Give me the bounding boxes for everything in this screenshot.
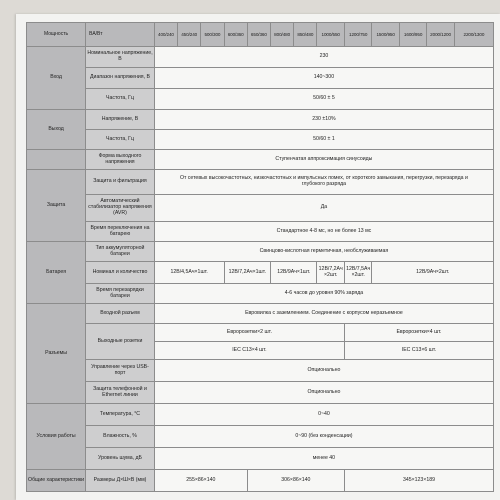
param-value: 50/60 ± 1	[154, 130, 493, 150]
group-protection: Защита	[27, 170, 86, 242]
param-value: 230 ±10%	[154, 110, 493, 130]
model-header-cell: 2000/1200	[427, 23, 454, 47]
connector-euro-outlets-row	[27, 324, 494, 342]
param-value: Да	[154, 195, 493, 222]
output-voltage-row	[27, 110, 494, 130]
input-frequency-row	[27, 89, 494, 110]
battery-value: 12В/7,5Ач ×2шт.	[344, 262, 371, 284]
battery-value: 12В/9Ач×1шт.	[271, 262, 317, 284]
output-waveform-row	[27, 150, 494, 170]
model-header-cell: 1500/950	[372, 23, 399, 47]
battery-value: 12В/7,2Ач ×2шт.	[317, 262, 344, 284]
size-value: 255×86×140	[154, 470, 247, 492]
group-connectors: Разъемы	[27, 304, 86, 404]
env-noise-row	[27, 448, 494, 470]
param-value: 230	[154, 47, 493, 68]
param-label: Тип аккумуляторной батареи	[86, 242, 155, 262]
param-label: Уровень шума, дБ	[86, 448, 155, 470]
header-unit-cell: ВА/Вт	[86, 23, 155, 47]
battery-type-row	[27, 242, 494, 262]
battery-value: 12В/7,2Ач×1шт.	[224, 262, 270, 284]
model-header-cell: 2200/1300	[454, 23, 493, 47]
model-header-cell: 400/240	[154, 23, 177, 47]
connector-ethernet-row	[27, 382, 494, 404]
param-label: Номинальное напряжение, В	[86, 47, 155, 68]
param-value: 50/60 ± 5	[154, 89, 493, 110]
size-value: 345×123×189	[344, 470, 493, 492]
model-header-cell: 500/300	[201, 23, 224, 47]
input-range-row	[27, 68, 494, 89]
outlets-value: Евророзетки×2 шт.	[154, 324, 344, 342]
output-frequency-row	[27, 130, 494, 150]
spec-sheet-page	[16, 14, 500, 500]
protection-filter-row	[27, 170, 494, 195]
outlets-value: Евророзетки×4 шт.	[344, 324, 493, 342]
param-label: Форма выходного напряжения	[86, 150, 155, 170]
param-label: Автоматический стабилизатор напряжения (AVR)	[86, 195, 155, 222]
model-header-cell: 1600/950	[399, 23, 426, 47]
model-header-cell: 600/360	[224, 23, 247, 47]
param-value: 0~90 (без конденсации)	[154, 426, 493, 448]
param-label: Частота, Гц	[86, 89, 155, 110]
model-header-cell: 1000/550	[317, 23, 344, 47]
param-label: Номинал и количество	[86, 262, 155, 284]
param-label: Частота, Гц	[86, 130, 155, 150]
model-header-cell: 1200/750	[344, 23, 371, 47]
model-header-cell: 800/480	[271, 23, 294, 47]
group-environment: Условия работы	[27, 404, 86, 470]
input-voltage-row	[27, 47, 494, 68]
param-label: Защита телефонной и Ethernet линии	[86, 382, 155, 404]
battery-value: 12В/4,5Ач×1шт.	[154, 262, 224, 284]
param-value: менее 40	[154, 448, 493, 470]
header-group-cell: Мощность	[27, 23, 86, 47]
param-value: Стандартное 4-8 мс, но не более 13 мс	[154, 222, 493, 242]
connector-usb-row	[27, 360, 494, 382]
param-label: Напряжение, В	[86, 110, 155, 130]
battery-count-row	[27, 262, 494, 284]
protection-avr-row	[27, 195, 494, 222]
param-label: Входной разъем	[86, 304, 155, 324]
param-value: Опционально	[154, 382, 493, 404]
param-label: Размеры Д×Ш×В (мм)	[86, 470, 155, 492]
model-header-cell: 450/240	[178, 23, 201, 47]
param-label: Диапазон напряжения, В	[86, 68, 155, 89]
env-temperature-row	[27, 404, 494, 426]
model-header-cell: 650/360	[247, 23, 270, 47]
group-input: Вход	[27, 47, 86, 110]
env-humidity-row	[27, 426, 494, 448]
group-battery: Батарея	[27, 242, 86, 304]
model-header-cell: 850/480	[294, 23, 317, 47]
connector-input-row	[27, 304, 494, 324]
protection-transfer-row	[27, 222, 494, 242]
param-value: От сетевых высокочастотных, низкочастотных и импульсных помех, от короткого замыкания, перегрузки, перезаряда и глубокого разряда	[154, 170, 493, 195]
param-label: Температура, °С	[86, 404, 155, 426]
outlets-value: IEC C13×6 шт.	[344, 342, 493, 360]
param-label: Управление через USB-порт	[86, 360, 155, 382]
param-value: Свинцово-кислотная герметичная, необслуживаемая	[154, 242, 493, 262]
group-spacer	[27, 150, 86, 170]
param-value: 0~40	[154, 404, 493, 426]
size-value: 306×86×140	[247, 470, 344, 492]
battery-recharge-row	[27, 284, 494, 304]
param-value: 140~300	[154, 68, 493, 89]
param-value: 4-6 часов до уровня 90% заряда	[154, 284, 493, 304]
param-value: Ступенчатая аппроксимация синусоиды	[154, 150, 493, 170]
param-value: Опционально	[154, 360, 493, 382]
param-label: Влажность, %	[86, 426, 155, 448]
ups-spec-table	[26, 22, 494, 492]
group-general: Общие характеристики	[27, 470, 86, 492]
battery-value: 12В/9Ач×2шт.	[372, 262, 494, 284]
header-row	[27, 23, 494, 47]
param-label: Выходные розетки	[86, 324, 155, 360]
param-label: Защита и фильтрация	[86, 170, 155, 195]
param-value: Евровилка с заземлением. Соединение с корпусом неразъемное	[154, 304, 493, 324]
param-label: Время переключения на батарею	[86, 222, 155, 242]
group-output: Выход	[27, 110, 86, 150]
outlets-value: IEC C13×4 шт.	[154, 342, 344, 360]
param-label: Время перезарядки батареи	[86, 284, 155, 304]
general-size-row	[27, 470, 494, 492]
